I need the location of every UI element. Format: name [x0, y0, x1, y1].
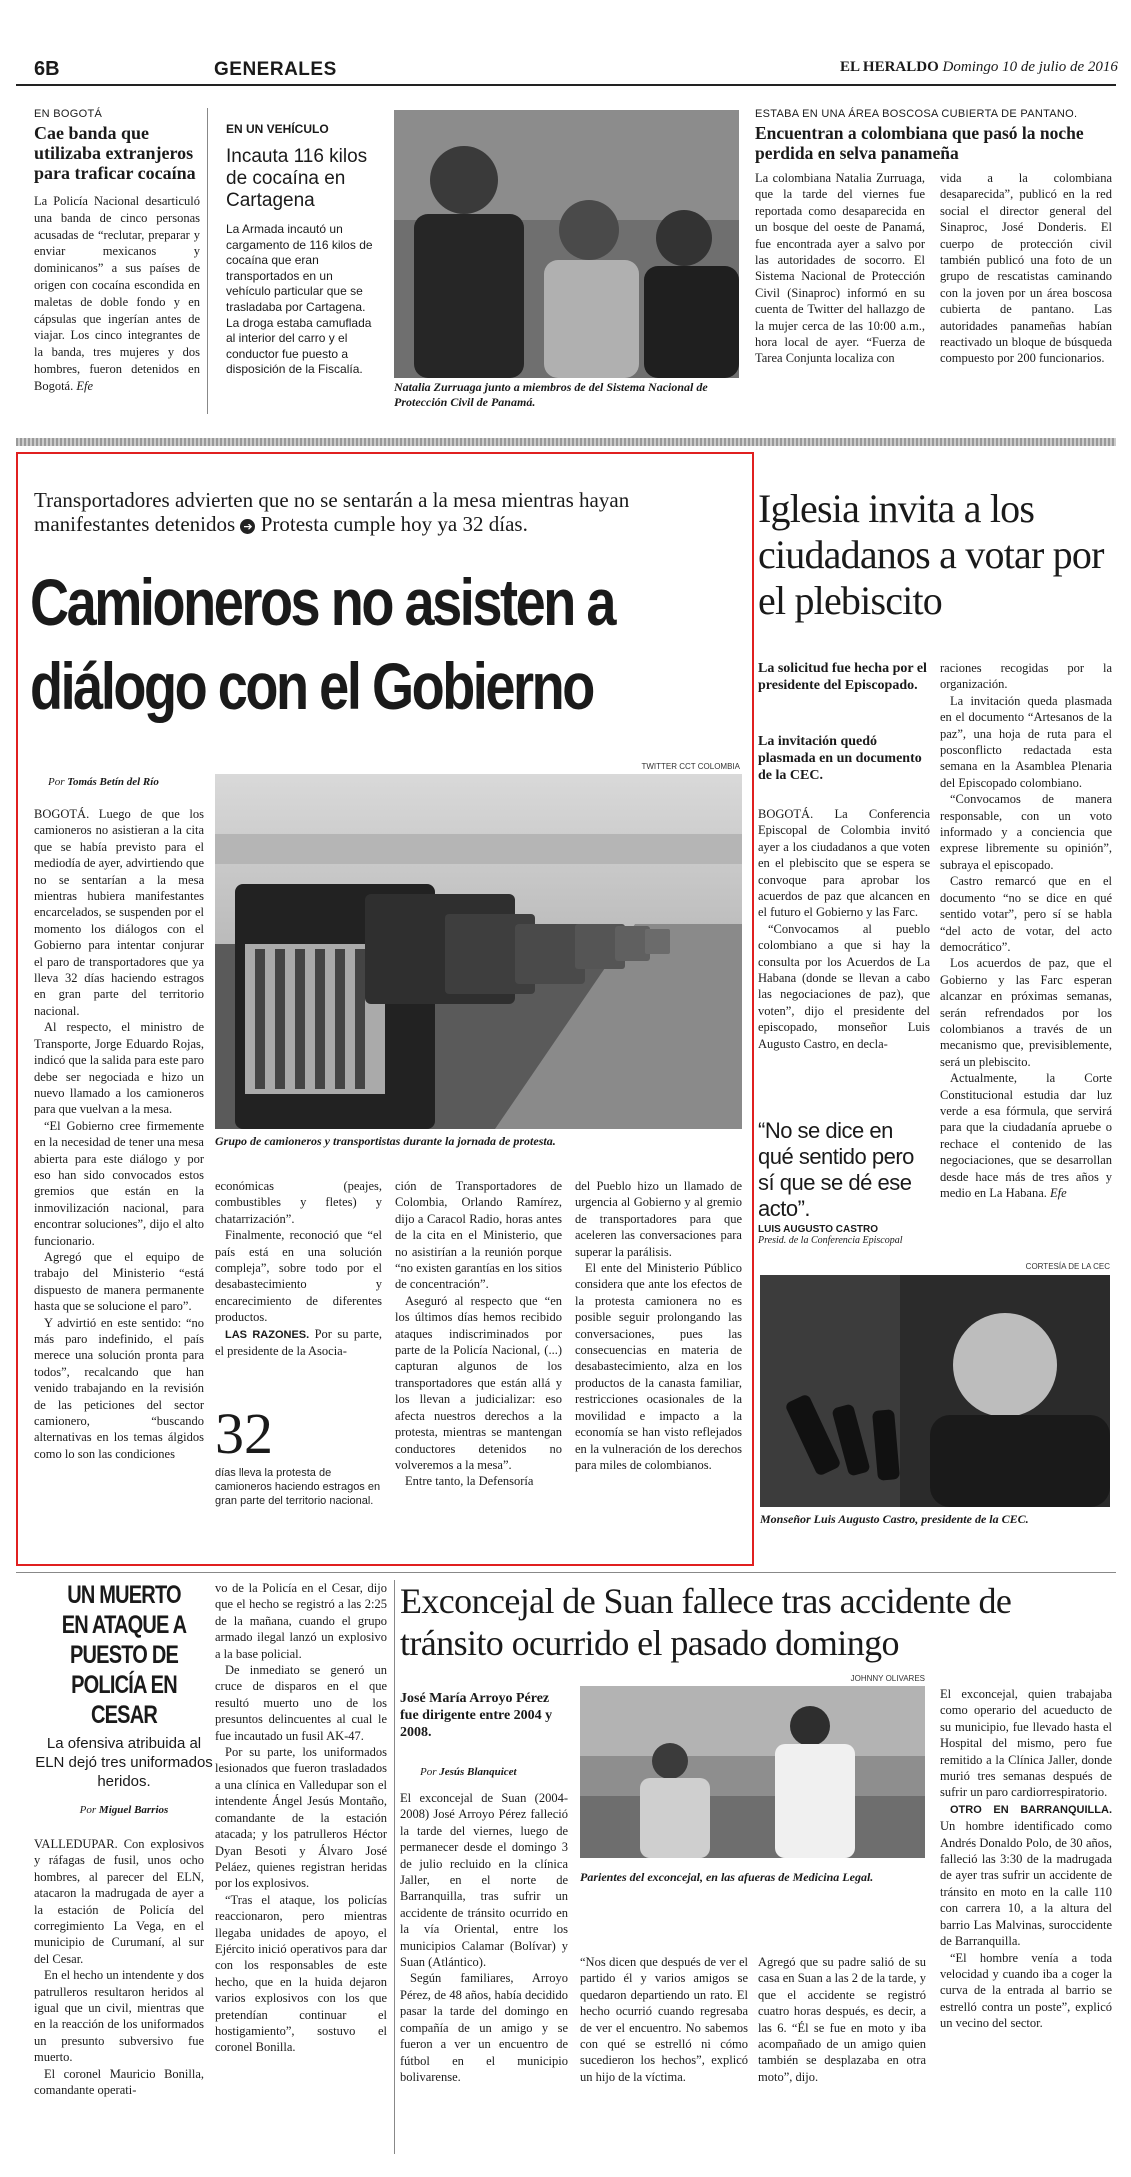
paragraph: Al respecto, el ministro de Transporte, Jorge Eduardo Rojas, indicó que la salida para este paro debe ser negociada e hizo un nuevo llamado a los camioneros para que vuelvan a la mesa.: [34, 1020, 204, 1117]
paragraph: “Nos dicen que después de ver el partido él y varios amigos se quedaron departiendo un rato. El hecho ocurrió cuando regresaba de ver el encuentro. No sabemos con qué se estrelló ni cómo sucedieron los hechos”, explicó un hijo de la víctima.: [580, 1955, 748, 2084]
main-column-3: [395, 1178, 562, 1534]
paragraph: El exconcejal de Suan (2004-2008) José Arroyo Pérez falleció la tarde del viernes, luego de permanecer desde el domingo 3 de julio recluido en la clínica Jaller, en el norte de Barranquilla, tras sufrir un accidente de tránsito ocurrido en la vía Oriental, entre los municipios Calamar (Bolívar) y Suan (Atlántico).: [400, 1791, 568, 1970]
paragraph: Finalmente, reconoció que “el país está en una solución compleja”, sobre todo por el desabastecimiento y encarecimiento de diferentes productos.: [215, 1228, 382, 1325]
main-deck-text: Transportadores advierten que no se sentarán a la mesa mientras hayan manifestantes detenidos: [34, 488, 630, 536]
main-headline-line-2[interactable]: diálogo con el Gobierno: [30, 649, 593, 723]
photo-credit: JOHNNY OLIVARES: [850, 1674, 925, 1683]
paragraph: Agregó que el equipo de trabajo del Ministerio “está dispuesto de manera permanente hasta que se solucione el paro”.: [34, 1249, 204, 1314]
byline-prefix: Por: [48, 776, 65, 788]
main-headline-line-1[interactable]: Camioneros no asisten a: [30, 565, 615, 639]
byline-author: Miguel Barrios: [98, 1804, 169, 1816]
paragraph: “El hombre venía a toda velocidad y cuando iba a coger la curva de la entrada al barrio se estrelló contra un poste”, explicó un vecino del sector.: [940, 1950, 1112, 2031]
story-body-text: La Policía Nacional desarticuló una banda de cinco personas acusadas de “reclutar, preparar y enviar mexicanos y dominicanos” a sus países de origen con cocaína escondida en maletas de doble fondo y en cápsulas que ingerían antes de viajar. Los cinco integrantes de la banda, tres mujeres y dos hombres, fueron detenidos en Bogotá.: [34, 194, 200, 393]
main-deck: [34, 488, 734, 536]
rescue-photo-caption: Natalia Zurruaga junto a miembros de del Sistema Nacional de Protección Civil de Panamá.: [394, 380, 708, 409]
subhead-label: OTRO EN BARRANQUILLA.: [950, 1803, 1112, 1816]
subhead-label: LAS RAZONES.: [225, 1328, 310, 1341]
byline-author: Jesús Blanquicet: [439, 1766, 517, 1778]
quote-role: Presid. de la Conferencia Episcopal: [758, 1235, 903, 1246]
trucks-photo-caption: Grupo de camioneros y transportistas durante la jornada de protesta.: [215, 1134, 556, 1148]
main-byline: [48, 776, 159, 788]
paragraph-text: Por su parte, el presidente de la Asocia-: [215, 1326, 382, 1359]
issue-date: Domingo 10 de julio de 2016: [942, 59, 1118, 75]
side-column-1: [758, 806, 930, 1116]
paragraph: De inmediato se generó un cruce de disparos en el que resultó muerto uno de los presuntos delincuentes al cual le fue incautado un fusil AK-47.: [215, 1663, 387, 1743]
story-column: [940, 170, 1112, 440]
story-incauta-cocaina: [226, 122, 374, 378]
masthead: [840, 59, 1118, 76]
paragraph: BOGOTÁ. La Conferencia Episcopal de Colombia invitó ayer a los ciudadanos a que voten en el plebiscito que se espera se convoque para aprobar los acuerdos de paz que alcancen en el futuro el Gobierno y las Farc.: [758, 807, 930, 920]
side-sub-1: La solicitud fue hecha por el presidente del Episcopado.: [758, 661, 927, 693]
rescue-photo: [394, 110, 739, 378]
section-divider-band: [16, 438, 1116, 446]
arrow-right-icon: ➔: [240, 519, 255, 534]
suan-column-4: [940, 1686, 1112, 2154]
paragraph: económicas (peajes, combustibles y fletes) y chatarrización”.: [215, 1179, 382, 1226]
trucks-photo-art: [215, 774, 742, 1129]
suan-byline: [420, 1766, 517, 1778]
paragraph: El exconcejal, quien trabajaba como operario del acueducto de su municipio, fue llevado hasta el Hospital del mismo, pero fue remitido a la Clínica Jaller, donde murió tres semanas después de sufrir un paro cardiorrespiratorio.: [940, 1687, 1112, 1800]
cesar-column-1: [34, 1836, 204, 2154]
section-rule: [16, 1572, 1116, 1573]
story-colombiana-panama: [755, 108, 1117, 163]
main-deck-note: Protesta cumple hoy ya 32 días.: [260, 512, 528, 536]
paragraph: [940, 1801, 1112, 1950]
story-body: La Armada incautó un cargamento de 116 kilos de cocaína que eran transportados en un vehículo particular que se trasladaba por Cartagena. La droga estaba camuflada al interior del carro y el conductor fue puesto a disposición de la Fiscalía.: [226, 222, 373, 377]
paragraph: ción de Transportadores de Colombia, Orlando Ramírez, dijo a Caracol Radio, horas antes de la cita en el Ministerio, que no asistirían a la reunión porque “no existen garantías en los sitios de concentración”.: [395, 1179, 562, 1292]
cesar-subhead: La ofensiva atribuida al ELN dejó tres uniformados heridos.: [35, 1735, 213, 1790]
paragraph: Castro remarcó que en el documento “no se dice en qué sentido votar”, pero sí se habla “del acto de votar, del acto democrático”.: [940, 874, 1112, 954]
paragraph: [215, 1326, 382, 1360]
header-rule: [16, 84, 1116, 86]
stat-caption: días lleva la protesta de camioneros haciendo estragos en gran parte del territorio nacional.: [215, 1467, 381, 1507]
rescue-photo-art: [394, 110, 739, 378]
paragraph-text: Actualmente, la Corte Constitucional estudia dar luz verde a esa fórmula, que servirá para que la ciudadanía apruebe o rechace el contenido de las negociaciones, que se desarrollan desde hace más de tres años y medio en La Habana.: [940, 1071, 1112, 1200]
suan-subhead: José María Arroyo Pérez fue dirigente entre 2004 y 2008.: [400, 1691, 553, 1740]
story-kicker: EN BOGOTÁ: [34, 108, 103, 120]
paragraph: Según familiares, Arroyo Pérez, de 48 años, había decidido pasar la tarde del domingo en compañía de un amigo y se fueron a ver un encuentro de fútbol en el municipio bolivarense.: [400, 1971, 568, 2084]
story-source: Efe: [1050, 1186, 1067, 1200]
story-kicker: EN UN VEHÍCULO: [226, 122, 329, 136]
paragraph: Por su parte, los uniformados lesionados que fueron trasladados a una clínica en Valledupar son el intendente Ángel Jesús Montaño, comandante de la estación atacada; y los patrulleros Héctor Dyan Besoti y Álvaro José Peláez, quienes registran heridas por los explosivos.: [215, 1745, 387, 1891]
paragraph: “Convocamos al pueblo colombiano a que si hay la consulta por los Acuerdos de La Habana (donde se llevan a cabo las negociaciones de paz), que voten”, dijo el presidente del episcopado, monseñor Luis Augusto Castro, en decla-: [758, 921, 930, 1051]
relatives-photo-caption: Parientes del exconcejal, en las afueras de Medicina Legal.: [580, 1870, 874, 1884]
bishop-photo: [760, 1275, 1110, 1507]
paragraph: “Tras el ataque, los policías reaccionaron, pero mientras llegaba unidades de apoyo, el Ejército inició operativos para dar con los responsables de este hecho, que en la huida dejaron varios explosivos con los que pretendían continuar el hostigamiento”, sostuvo el coronel Bonilla.: [215, 1892, 387, 2055]
cesar-byline: [34, 1804, 214, 1816]
main-column-1: [34, 806, 204, 1534]
suan-headline[interactable]: Exconcejal de Suan fallece tras accidente de tránsito ocurrido el pasado domingo: [400, 1581, 1012, 1663]
pull-quote: “No se dice en qué sentido pero sí que se dé ese acto”.: [758, 1118, 914, 1221]
suan-column-2: [580, 1954, 748, 2154]
paragraph: La invitación queda plasmada en el documento “Artesanos de la paz”, una hoja de ruta para el posconflicto redactada esta semana en la Asamblea Plenaria del Episcopado colombiano.: [940, 693, 1112, 790]
paragraph-text: Un hombre identificado como Andrés Donaldo Polo, de 30 años, falleció las 3:30 de la madrugada de ayer tras sufrir un accidente de tránsito en moto en la calle 110 con carrera 10, a la altura del barrio Las Malvinas, suroccidente de Barranquilla.: [940, 1819, 1112, 1949]
suan-column-3: [758, 1954, 926, 2154]
paragraph: VALLEDUPAR. Con explosivos y ráfagas de fusil, unos ocho hombres, al parecer del ELN, atacaron la madrugada de ayer a la estación de Policía del corregimiento La Vega, en el municipio de Curumaní, al sur del Cesar.: [34, 1837, 204, 1966]
byline-prefix: Por: [420, 1766, 437, 1778]
paragraph: La colombiana Natalia Zurruaga, que la tarde del viernes fue reportada como desaparecida en un bosque del oeste de Panamá, fue encontrada ayer a salvo por las autoridades de socorro. El Sistema Nacional de Protección Civil (Sinaproc) informó en su cuenta de Twitter del hallazgo de la mujer cerca de las 10:00 a.m., hora local de ayer. “Fuerza de Tarea Conjunta localiza con: [755, 171, 925, 366]
story-headline[interactable]: Cae banda que utilizaba extranjeros para traficar cocaína: [34, 123, 196, 183]
byline-author: Tomás Betín del Río: [67, 776, 159, 788]
suan-column-1: [400, 1790, 568, 2154]
paragraph: vo de la Policía en el Cesar, dijo que el hecho se registró a las 2:25 de la mañana, cuando el grupo armado ilegal lanzó un explosivo a la base policial.: [215, 1581, 387, 1661]
paper-name: EL HERALDO: [840, 59, 939, 75]
trucks-photo: [215, 774, 742, 1129]
paragraph: El ente del Ministerio Público considera que ante los efectos de la protesta camionera no es posible seguir prolongando las conversaciones, pues las consecuencias en materia de desabastecimiento, alza en los productos de la canasta familiar, restricciones ocasionales de la movilidad e impacto a la economía se han visto reflejados en la vulneración de los derechos para miles de colombianos.: [575, 1261, 742, 1472]
story-banda-cocaina: [34, 108, 200, 395]
stat-number: 32: [215, 1401, 273, 1466]
paragraph: Aseguró al respecto que “en los últimos días hemos recibido ataques indiscriminados por parte de la Policía Nacional, (...) capturan algunos de los transportadores que están allá y los llevan a judicializar: eso afecta nuestros derechos a la protesta, mientras se mantengan conductores detenidos no volveremos a la mesa”.: [395, 1293, 562, 1472]
paragraph: raciones recogidas por la organización.: [940, 661, 1112, 692]
side-column-2: [940, 660, 1112, 1250]
side-headline[interactable]: Iglesia invita a los ciudadanos a votar por el plebiscito: [758, 486, 1104, 623]
paragraph: Los acuerdos de paz, que el Gobierno y las Farc esperan alcanzar en próximas semanas, serán refrendados por los colombianos a través de un mecanismo que, previsiblemente, será un plebiscito.: [940, 956, 1112, 1069]
relatives-photo-art: [580, 1686, 925, 1858]
cesar-headline[interactable]: UN MUERTO EN ATAQUE A PUESTO DE POLICÍA EN CESAR: [61, 1581, 187, 1729]
main-column-2: [215, 1178, 382, 1404]
paragraph: del Pueblo hizo un llamado de urgencia al Gobierno y al gremio de transportadores para que aceleren las conversaciones para superar la parálisis.: [575, 1179, 742, 1259]
story-kicker: ESTABA EN UNA ÁREA BOSCOSA CUBIERTA DE PANTANO.: [755, 108, 1078, 120]
story-source: Efe: [76, 378, 94, 393]
paragraph: vida a la colombiana desaparecida”, publicó en la red social el director general del Sinaproc, José Donderis. El cuerpo de protección civil también publicó una foto de un grupo de rescatistas caminando con la joven por un área boscosa cubierta de pantano. Las autoridades panameñas habían reactivado un bloque de búsqueda compuesto por 200 funcionarios.: [940, 171, 1112, 366]
bishop-photo-art: [760, 1275, 1110, 1507]
section-title: GENERALES: [214, 59, 337, 80]
paragraph: El coronel Mauricio Bonilla, comandante operati-: [34, 2066, 204, 2098]
column-divider: [394, 1580, 395, 2154]
paragraph: Agregó que su padre salió de su casa en Suan a las 2 de la tarde, y que el accidente se registró cuatro horas después, es decir, a las 6. “Él se fue en moto y iba acompañado de un amigo quien también se desplazaba en otra moto”, dijo.: [758, 1955, 926, 2084]
byline-prefix: Por: [79, 1804, 97, 1816]
relatives-photo: [580, 1686, 925, 1858]
bishop-photo-caption: Monseñor Luis Augusto Castro, presidente de la CEC.: [760, 1512, 1029, 1526]
quote-author: LUIS AUGUSTO CASTRO: [758, 1224, 879, 1235]
photo-credit: CORTESÍA DE LA CEC: [1025, 1262, 1110, 1271]
paragraph: [940, 1070, 1112, 1201]
paragraph: BOGOTÁ. Luego de que los camioneros no asistieran a la cita que se había previsto para el mediodía de ayer, advirtiendo que no se sentarían a la mesa mientras hubiera manifestantes encarcelados, se suspenden por el momento los diálogos con el Gobierno para intentar conjurar el paro de transportadores que ya lleva 32 días haciendo estragos en gran parte del territorio nacional.: [34, 807, 204, 1018]
photo-credit: TWITTER CCT COLOMBIA: [641, 762, 740, 771]
paragraph: “El Gobierno cree firmemente en la necesidad de tener una mesa abierta para este diálogo y por eso han sido convocados estos gremios que están en la inmovilización nacional, para encontrar soluciones”, dijo el alto funcionario.: [34, 1118, 204, 1248]
story-headline[interactable]: Incauta 116 kilos de cocaína en Cartagena: [226, 146, 368, 211]
column-divider: [207, 108, 208, 414]
side-sub-2: La invitación quedó plasmada en un documento de la CEC.: [758, 734, 922, 783]
story-body: [34, 193, 200, 395]
page-number: 6B: [34, 58, 60, 80]
cesar-column-2: [215, 1580, 387, 2154]
pull-quote-attribution: [758, 1224, 938, 1246]
paragraph: Entre tanto, la Defensoría: [405, 1474, 534, 1489]
main-column-4: [575, 1178, 742, 1534]
paragraph: Y advirtió en este sentido: “no más paro indefinido, el país merece una solución pronta para todos”, recalcando que han venido trabajando en la revisión de las peticiones del sector camionero, “buscando alternativas en los temas álgidos como lo son las condiciones: [34, 1315, 204, 1461]
paragraph: En el hecho un intendente y dos patrulleros resultaron heridos al igual que un civil, mientras que en la reacción de los uniformados un presunto subversivo fue muerto.: [34, 1968, 204, 2065]
story-headline[interactable]: Encuentran a colombiana que pasó la noche perdida en selva panameña: [755, 123, 1084, 163]
paragraph: “Convocamos de manera responsable, con un voto informado y a conciencia que exprese libremente su opinión”, subraya el episcopado.: [940, 792, 1112, 872]
story-column: [755, 170, 925, 440]
